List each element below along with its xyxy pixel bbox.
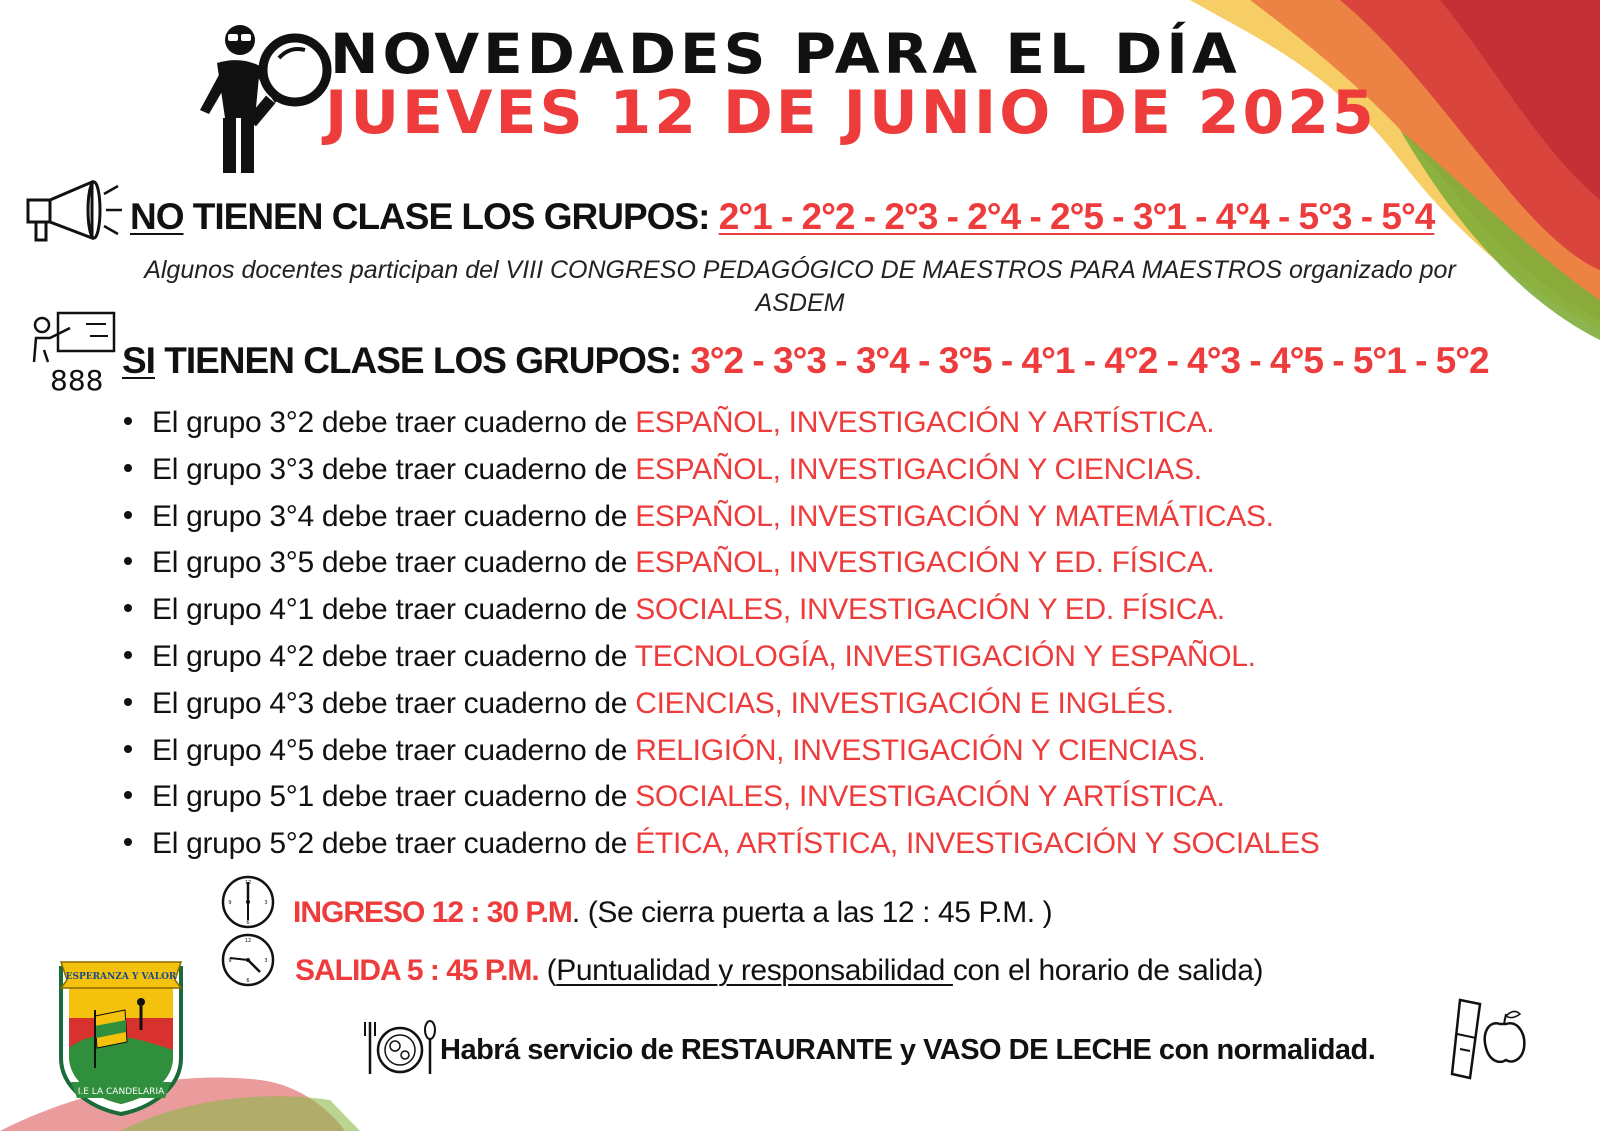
list-item-subjects: TECNOLOGÍA, INVESTIGACIÓN Y ESPAÑOL. [634, 639, 1256, 673]
no-class-label: TIENEN CLASE LOS GRUPOS: [183, 196, 719, 237]
entry-schedule [293, 896, 1052, 930]
bullet [124, 698, 132, 706]
list-item-text: El grupo 4°5 debe traer cuaderno de [152, 733, 636, 767]
yes-class-heading [122, 340, 1489, 382]
list-item-subjects: ESPAÑOL, INVESTIGACIÓN Y MATEMÁTICAS. [635, 499, 1274, 533]
no-class-note-line1: Algunos docentes participan del VIII CONGRESO PEDAGÓGICO DE MAESTROS PARA MAESTROS organizado por [144, 256, 1456, 284]
list-item [120, 728, 1319, 775]
list-item-subjects: ESPAÑOL, INVESTIGACIÓN Y ED. FÍSICA. [635, 546, 1215, 580]
bullet [124, 511, 132, 519]
list-item [120, 447, 1319, 494]
list-item-text: El grupo 3°2 debe traer cuaderno de [152, 406, 636, 439]
no-class-heading [130, 196, 1434, 238]
exit-label: SALIDA 5 : 45 P.M. [295, 954, 539, 987]
list-item-subjects: SOCIALES, INVESTIGACIÓN Y ARTÍSTICA. [635, 780, 1225, 814]
list-item-subjects: ÉTICA, ARTÍSTICA, INVESTIGACIÓN Y SOCIALES [635, 827, 1320, 861]
bullet [124, 604, 132, 612]
svg-text:6: 6 [246, 920, 250, 926]
list-item [120, 400, 1319, 447]
page-title: NOVEDADES PARA EL DÍA [330, 21, 1241, 87]
list-item [120, 821, 1319, 868]
list-item-subjects: CIENCIAS, INVESTIGACIÓN E INGLÉS. [635, 686, 1174, 720]
services-milk: VASO DE LECHE [923, 1034, 1152, 1066]
list-item-text: El grupo 5°2 debe traer cuaderno de [152, 827, 636, 861]
list-item-subjects: RELIGIÓN, INVESTIGACIÓN Y CIENCIAS. [635, 733, 1206, 767]
entry-label: INGRESO 12 : 30 P.M [293, 896, 572, 929]
exit-schedule [295, 954, 1263, 988]
notebook-list [120, 400, 1319, 868]
bullet [124, 464, 132, 472]
services-prefix: Habrá servicio de [440, 1034, 681, 1066]
bullet [124, 557, 132, 565]
bullet [124, 745, 132, 753]
detective-magnifier-icon [195, 18, 345, 178]
services-middle: y [892, 1034, 924, 1066]
list-item-subjects: ESPAÑOL, INVESTIGACIÓN Y ARTÍSTICA. [635, 406, 1215, 439]
services-line [440, 1034, 1375, 1067]
list-item-text: El grupo 3°4 debe traer cuaderno de [152, 499, 636, 533]
crest-school-text: I.E LA CANDELARIA [77, 1087, 165, 1097]
list-item [120, 494, 1319, 541]
students-glyph: 888 [50, 364, 104, 395]
list-item [120, 774, 1319, 821]
list-item-subjects: ESPAÑOL, INVESTIGACIÓN Y CIENCIAS. [635, 452, 1202, 486]
exit-paren: ( [538, 954, 557, 987]
clock-icon-entry [220, 874, 276, 930]
no-class-lead: NO [130, 196, 184, 237]
clock-icon-exit [220, 932, 276, 988]
svg-text:6: 6 [246, 978, 250, 984]
teacher-classroom-icon [28, 310, 118, 395]
milk-apple-icon [1448, 994, 1528, 1084]
bullet [124, 791, 132, 799]
no-class-note-line2: ASDEM [755, 289, 845, 317]
school-crest-logo [55, 958, 187, 1116]
no-class-note [50, 254, 1550, 320]
list-item [120, 681, 1319, 728]
list-item-subjects: SOCIALES, INVESTIGACIÓN Y ED. FÍSICA. [635, 593, 1225, 627]
bullet [124, 417, 132, 425]
entry-note: . (Se cierra puerta a las 12 : 45 P.M. ) [571, 896, 1053, 929]
page-date: JUEVES 12 DE JUNIO DE 2025 [325, 78, 1377, 148]
svg-text:9: 9 [228, 900, 232, 906]
svg-text:3: 3 [264, 900, 268, 906]
list-item-text: El grupo 5°1 debe traer cuaderno de [152, 780, 636, 814]
services-restaurant: RESTAURANTE [680, 1034, 893, 1066]
list-item-text: El grupo 4°2 debe traer cuaderno de [152, 639, 635, 673]
exit-note: con el horario de salida) [952, 954, 1264, 987]
svg-text:9: 9 [228, 958, 232, 964]
yes-class-groups: 3°2 - 3°3 - 3°4 - 3°5 - 4°1 - 4°2 - 4°3 - 4°5 - 5°1 - 5°2 [690, 340, 1489, 381]
yes-class-label: TIENEN CLASE LOS GRUPOS: [154, 340, 691, 381]
exit-underlined: Puntualidad y responsabilidad [556, 954, 953, 987]
restaurant-plate-icon [362, 1018, 438, 1078]
services-suffix: con normalidad. [1151, 1034, 1376, 1066]
svg-text:12: 12 [244, 938, 252, 944]
list-item [120, 634, 1319, 681]
yes-class-lead: SI [122, 340, 155, 381]
list-item-text: El grupo 4°3 debe traer cuaderno de [152, 686, 636, 720]
list-item [120, 587, 1319, 634]
svg-text:3: 3 [264, 958, 268, 964]
list-item-text: El grupo 4°1 debe traer cuaderno de [152, 593, 636, 627]
list-item-text: El grupo 3°5 debe traer cuaderno de [152, 546, 636, 580]
svg-text:12: 12 [244, 880, 252, 886]
list-item-text: El grupo 3°3 debe traer cuaderno de [152, 452, 636, 486]
no-class-groups: 2°1 - 2°2 - 2°3 - 2°4 - 2°5 - 3°1 - 4°4 - 5°3 - 5°4 [718, 196, 1435, 237]
megaphone-icon [20, 178, 125, 244]
bullet [124, 651, 132, 659]
bullet [124, 838, 132, 846]
crest-banner-text: ESPERANZA Y VALOR [65, 972, 177, 982]
list-item [120, 540, 1319, 587]
